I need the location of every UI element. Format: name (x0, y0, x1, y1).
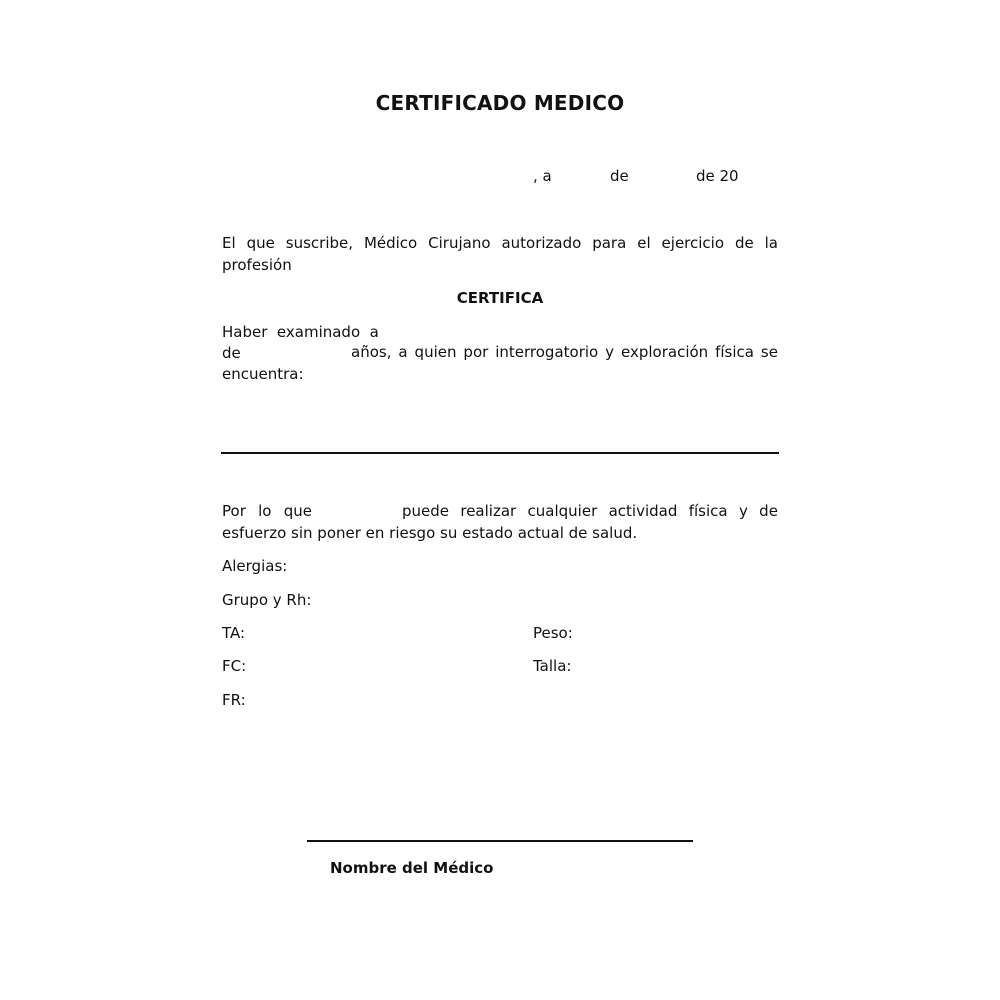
conclusion-line-1 (402, 502, 778, 520)
conclusion-word: que (283, 502, 312, 520)
date-de-20: de 20 (696, 167, 739, 185)
field-alergias: Alergias: (222, 557, 288, 575)
exam-word: por (463, 343, 489, 361)
exam-line-3: encuentra: (222, 365, 304, 383)
intro-line-2: profesión (222, 256, 292, 274)
conclusion-word: puede (402, 502, 450, 520)
exam-word: interrogatorio (495, 343, 599, 361)
certifica-heading: CERTIFICA (456, 289, 544, 307)
intro-word: la (764, 234, 778, 252)
conclusion-line-2: esfuerzo sin poner en riesgo su estado actual de salud. (222, 524, 638, 542)
conclusion-word: actividad (608, 502, 678, 520)
intro-word: de (734, 234, 754, 252)
exam-word: se (760, 343, 778, 361)
field-fr: FR: (222, 691, 246, 709)
intro-word: para (592, 234, 627, 252)
field-fc: FC: (222, 657, 247, 675)
exam-line-1: Haber examinado a (222, 323, 379, 341)
exam-word: a (398, 343, 408, 361)
exam-word: física (715, 343, 754, 361)
date-de: de (610, 167, 629, 185)
conclusion-word: física (688, 502, 728, 520)
date-comma-a: , a (533, 167, 552, 185)
document-title: CERTIFICADO MEDICO (375, 91, 625, 115)
exam-word: y (605, 343, 615, 361)
conclusion-word: de (759, 502, 778, 520)
intro-word: Médico (363, 234, 418, 252)
field-ta: TA: (222, 624, 246, 642)
field-peso: Peso: (533, 624, 573, 642)
intro-word: ejercicio (661, 234, 725, 252)
field-talla: Talla: (533, 657, 572, 675)
conclusion-word: lo (258, 502, 272, 520)
conclusion-word: y (738, 502, 748, 520)
exam-line-2-prefix: de (222, 344, 241, 362)
intro-word: autorizado (501, 234, 582, 252)
diagnosis-blank-line (221, 452, 779, 454)
exam-word: años, (351, 343, 392, 361)
exam-line-2 (351, 343, 778, 361)
signature-line (307, 840, 693, 842)
conclusion-word: realizar (460, 502, 517, 520)
intro-word: El (222, 234, 236, 252)
field-grupo-rh: Grupo y Rh: (222, 591, 312, 609)
intro-word: el (637, 234, 651, 252)
intro-word: que (246, 234, 275, 252)
intro-line-1 (222, 234, 778, 252)
conclusion-word: Por (222, 502, 246, 520)
conclusion-word: cualquier (527, 502, 598, 520)
exam-word: quien (414, 343, 457, 361)
exam-word: exploración (621, 343, 709, 361)
conclusion-line-1-prefix (222, 502, 312, 520)
intro-word: Cirujano (428, 234, 491, 252)
signature-label: Nombre del Médico (330, 859, 494, 877)
intro-word: suscribe, (285, 234, 354, 252)
